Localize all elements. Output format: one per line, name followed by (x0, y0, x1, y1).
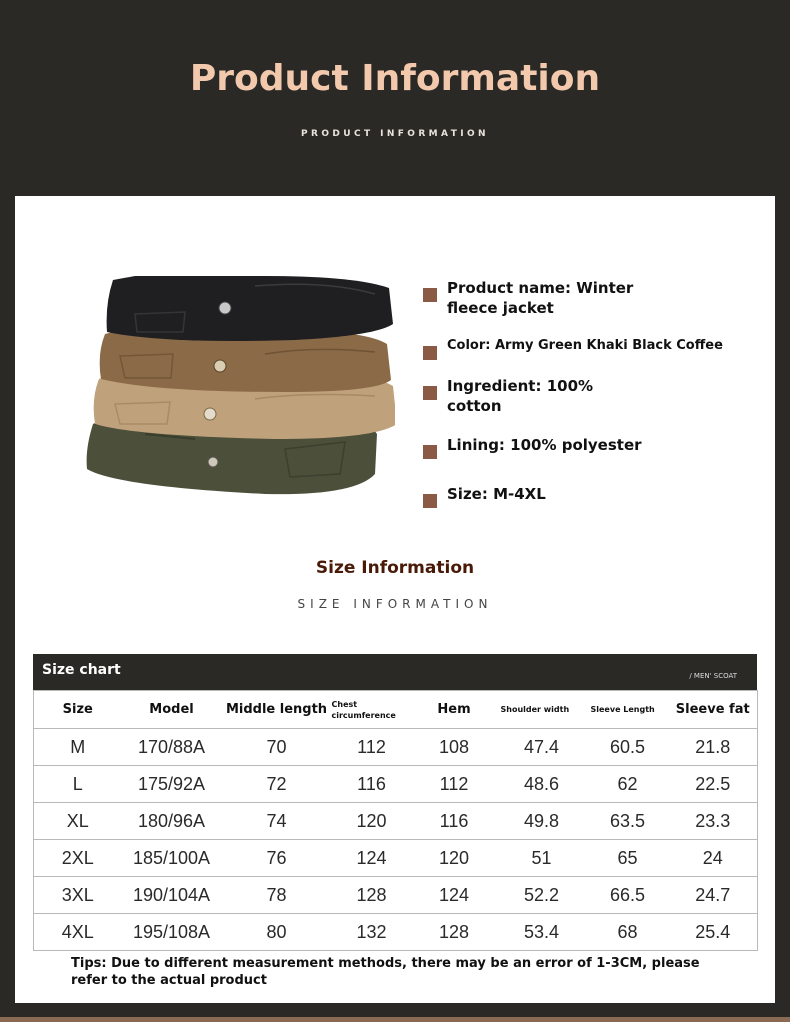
table-cell: 80 (222, 914, 332, 951)
table-cell: 4XL (34, 914, 122, 951)
size-chart-header-bar (33, 654, 757, 690)
table-cell: 180/96A (122, 803, 222, 840)
product-lining-text: Lining: 100% polyester (447, 436, 642, 454)
table-cell: 76 (222, 840, 332, 877)
table-cell: 120 (332, 803, 412, 840)
table-cell: 49.8 (497, 803, 587, 840)
column-header: Shoulder width (497, 691, 587, 729)
page-subtitle: PRODUCT INFORMATION (301, 129, 489, 139)
table-cell: 65 (587, 840, 669, 877)
table-row (34, 840, 758, 877)
bottom-divider (0, 1017, 790, 1022)
table-cell: 112 (412, 766, 497, 803)
table-cell: 195/108A (122, 914, 222, 951)
table-cell: 108 (412, 729, 497, 766)
square-bullet-icon (423, 386, 437, 400)
table-cell: 47.4 (497, 729, 587, 766)
table-cell: 128 (412, 914, 497, 951)
table-cell: L (34, 766, 122, 803)
table-cell: 53.4 (497, 914, 587, 951)
table-cell: 51 (497, 840, 587, 877)
column-header: Chest circumference (332, 691, 412, 729)
size-table-body (34, 729, 758, 951)
column-header: Sleeve Length (587, 691, 669, 729)
jacket-black (107, 276, 393, 341)
table-cell: 132 (332, 914, 412, 951)
table-cell: 74 (222, 803, 332, 840)
size-chart-title: Size chart (42, 662, 121, 678)
product-color-text: Color: Army Green Khaki Black Coffee (447, 338, 723, 353)
table-cell: 23.3 (669, 803, 758, 840)
table-cell: 72 (222, 766, 332, 803)
product-ingredient-text: Ingredient: 100% cotton (447, 377, 594, 415)
table-cell: 120 (412, 840, 497, 877)
table-cell: 185/100A (122, 840, 222, 877)
square-bullet-icon (423, 288, 437, 302)
page-title: Product Information (189, 58, 601, 99)
table-cell: 70 (222, 729, 332, 766)
table-cell: 190/104A (122, 877, 222, 914)
product-name-text: Product name: Winter fleece jacket (447, 279, 634, 317)
table-row (34, 803, 758, 840)
table-row (34, 914, 758, 951)
product-info-color (423, 336, 747, 360)
tips-note: Tips: Due to different measurement methods, there may be an error of 1-3CM, please refer to the actual product (71, 956, 700, 988)
table-cell: 24.7 (669, 877, 758, 914)
column-header: Sleeve fat (669, 691, 758, 729)
table-row (34, 729, 758, 766)
table-cell: XL (34, 803, 122, 840)
product-info-lining (423, 435, 747, 459)
size-section-subtitle: SIZE INFORMATION (297, 597, 493, 611)
table-cell: 48.6 (497, 766, 587, 803)
table-cell: 60.5 (587, 729, 669, 766)
product-info-ingredient (423, 376, 617, 416)
table-cell: 170/88A (122, 729, 222, 766)
table-cell: 24 (669, 840, 758, 877)
table-row (34, 877, 758, 914)
size-chart-tag: / MEN' SCOAT (689, 672, 737, 680)
column-header: Hem (412, 691, 497, 729)
table-cell: 78 (222, 877, 332, 914)
square-bullet-icon (423, 494, 437, 508)
table-header-row (34, 691, 758, 729)
table-row (34, 766, 758, 803)
table-cell: 21.8 (669, 729, 758, 766)
table-cell: 66.5 (587, 877, 669, 914)
table-cell: 22.5 (669, 766, 758, 803)
square-bullet-icon (423, 346, 437, 360)
table-cell: 128 (332, 877, 412, 914)
product-size-text: Size: M-4XL (447, 485, 546, 503)
table-cell: M (34, 729, 122, 766)
table-cell: 116 (412, 803, 497, 840)
table-cell: 3XL (34, 877, 122, 914)
table-cell: 52.2 (497, 877, 587, 914)
size-section-title: Size Information (315, 558, 475, 578)
content-panel (15, 196, 775, 1003)
table-cell: 112 (332, 729, 412, 766)
square-bullet-icon (423, 445, 437, 459)
table-cell: 2XL (34, 840, 122, 877)
size-table (33, 690, 758, 951)
product-info-size (423, 484, 647, 508)
table-cell: 25.4 (669, 914, 758, 951)
table-cell: 124 (332, 840, 412, 877)
table-cell: 63.5 (587, 803, 669, 840)
table-cell: 175/92A (122, 766, 222, 803)
table-cell: 62 (587, 766, 669, 803)
table-cell: 116 (332, 766, 412, 803)
folded-jackets-image (75, 274, 395, 524)
column-header: Middle length (222, 691, 332, 729)
column-header: Model (122, 691, 222, 729)
table-cell: 68 (587, 914, 669, 951)
table-cell: 124 (412, 877, 497, 914)
product-info-name (423, 278, 667, 318)
column-header: Size (34, 691, 122, 729)
